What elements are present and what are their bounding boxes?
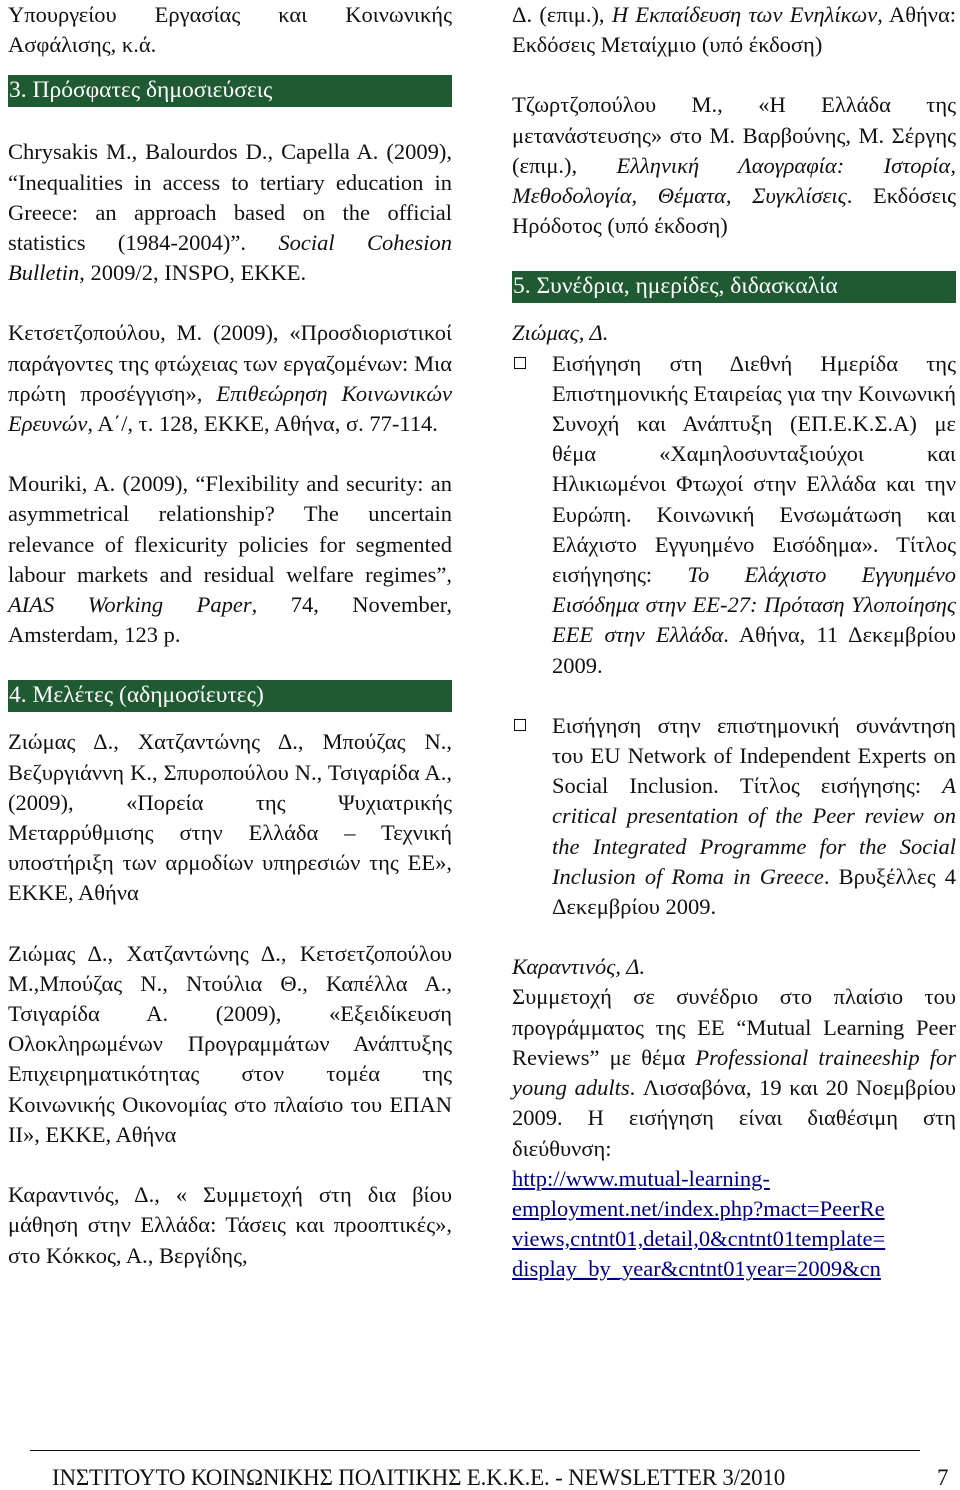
left-column: [8, 0, 452, 1271]
study-item-continued: Δ. (επιμ.), Η Εκπαίδευση των Ενηλίκων, Αθήνα: Εκδόσεις Μεταίχμιο (υπό έκδοση): [512, 2, 956, 58]
bullet-text: Εισήγηση στη Διεθνή Ημερίδα της Επιστημονικής Εταιρείας για την Κοινωνική Συνοχή και Ανάπτυξη (ΕΠ.Ε.Κ.Σ.Α) με θέμα «Χαμηλοσυνταξιούχοι και Ηλικιωμένοι Φτωχοί στην Ελλάδα και την Ευρώπη. Κοινωνική Ενσωμάτωση και Ελάχιστο Εγγυημένο Εισόδημα». Τίτλος εισήγησης: Το Ελάχιστο Εγγυημένο Εισόδημα στην ΕΕ-27: Πρόταση Υλοποίησης ΕΕΕ στην Ελλάδα. Αθήνα, 11 Δεκεμβρίου 2009.: [552, 350, 957, 678]
study-item: Τζωρτζοπούλου Μ., «Η Ελλάδα της μετανάστευσης» στο Μ. Βαρβούνης, Μ. Σέργης (επιμ.), Ελληνική Λαογραφία: Ιστορία, Μεθοδολογία, Θέματα, Συγκλίσεις. Εκδόσεις Ηρόδοτος (υπό έκδοση): [512, 92, 957, 239]
section-header-studies: 4. Μελέτες (αδημοσίευτες): [8, 680, 452, 712]
right-column: [512, 0, 956, 1285]
url-link[interactable]: [512, 1164, 956, 1285]
study-item: Καραντινός, Δ., « Συμμετοχή στη δια βίου μάθηση στην Ελλάδα: Τάσεις και προοπτικές», στο Κόκκος, Α., Βεργίδης,: [8, 1182, 452, 1268]
section-header-recent-publications: 3. Πρόσφατες δημοσιεύσεις: [8, 75, 452, 107]
intro-text: Υπουργείου Εργασίας και Κοινωνικής Ασφάλισης, κ.ά.: [8, 2, 452, 58]
bullet-item: [512, 711, 956, 922]
url-link-line[interactable]: http://www.mutual-learning-: [512, 1165, 770, 1191]
participation-text: Συμμετοχή σε συνέδριο στο πλαίσιο του προγράμματος της ΕΕ “Mutual Learning Peer Reviews” με θέμα Professional traineeship for young adults. Λισσαβόνα, 19 και 20 Νοεμβρίου 2009. Η εισήγηση είναι διαθέσιμη στη διεύθυνση:: [512, 984, 956, 1161]
url-link-line[interactable]: employment.net/index.php?mact=PeerRe: [512, 1195, 885, 1221]
url-link-line[interactable]: views,cntnt01,detail,0&cntnt01template=: [512, 1226, 886, 1252]
square-bullet-icon: [514, 719, 526, 731]
publication-item: Κετσετζοπούλου, Μ. (2009), «Προσδιοριστικοί παράγοντες της φτώχειας των εργαζομένων: Μια πρώτη προσέγγιση», Επιθεώρηση Κοινωνικών Ερευνών, Α΄/, τ. 128, ΕΚΚΕ, Αθήνα, σ. 77-114.: [8, 320, 452, 437]
publication-item: Mouriki, A. (2009), “Flexibility and security: an asymmetrical relationship? The uncertain relevance of flexicurity policies for segmented labour markets and residual welfare regimes”, AIAS Working Paper, 74, November, Amsterdam, 123 p.: [8, 471, 452, 648]
footer-rule: [30, 1450, 920, 1451]
bullet-text: Εισήγηση στην επιστημονική συνάντηση του EU Network of Independent Experts on Social Inclusion. Τίτλος εισήγησης: A critical presentation of the Peer review on the Integrated Programme for the Social Inclusion of Roma in Greece. Βρυξέλλες 4 Δεκεμβρίου 2009.: [552, 712, 956, 920]
page-number: 7: [937, 1465, 949, 1490]
study-item: Ζιώμας Δ., Χατζαντώνης Δ., Μπούζας Ν., Βεζυργιάννη Κ., Σπυροπούλου Ν., Τσιγαρίδα Α., (2009), «Πορεία της Ψυχιατρικής Μεταρρύθμισης στην Ελλάδα – Τεχνική υποστήριξη των αρμοδίων υπηρεσιών της ΕΕ», ΕΚΚΕ, Αθήνα: [8, 729, 452, 906]
square-bullet-icon: [514, 357, 526, 369]
bullet-item: [512, 349, 956, 681]
footer-text: ΙΝΣΤΙΤΟΥΤΟ ΚΟΙΝΩΝΙΚΗΣ ΠΟΛΙΤΙΚΗΣ Ε.Κ.Κ.Ε. - NEWSLETTER 3/2010: [52, 1465, 786, 1490]
publication-item: Chrysakis M., Balourdos D., Capella A. (2009), “Inequalities in access to tertiary education in Greece: an approach based on the official statistics (1984-2004)”. Social Cohesion Bulletin, 2009/2, INSPO, EKKE.: [8, 139, 452, 286]
study-item: Ζιώμας Δ., Χατζαντώνης Δ., Κετσετζοπούλου Μ.,Μπούζας Ν., Ντούλια Θ., Καπέλλα Α., Τσιγαρίδα Α. (2009), «Εξειδίκευση Ολοκληρωμένων Προγραμμάτων Ανάπτυξης Επιχειρηματικότητας στον τομέα της Κοινωνικής Οικονομίας στο πλαίσιο του ΕΠΑΝ ΙΙ», ΕΚΚΕ, Αθήνα: [8, 940, 452, 1147]
person-name: Ζιώμας, Δ.: [512, 320, 609, 346]
section-header-conferences: 5. Συνέδρια, ημερίδες, διδασκαλία: [512, 271, 956, 303]
url-link-line[interactable]: display_by_year&cntnt01year=2009&cn: [512, 1256, 881, 1282]
person-name: Καραντινός, Δ.: [512, 954, 646, 980]
